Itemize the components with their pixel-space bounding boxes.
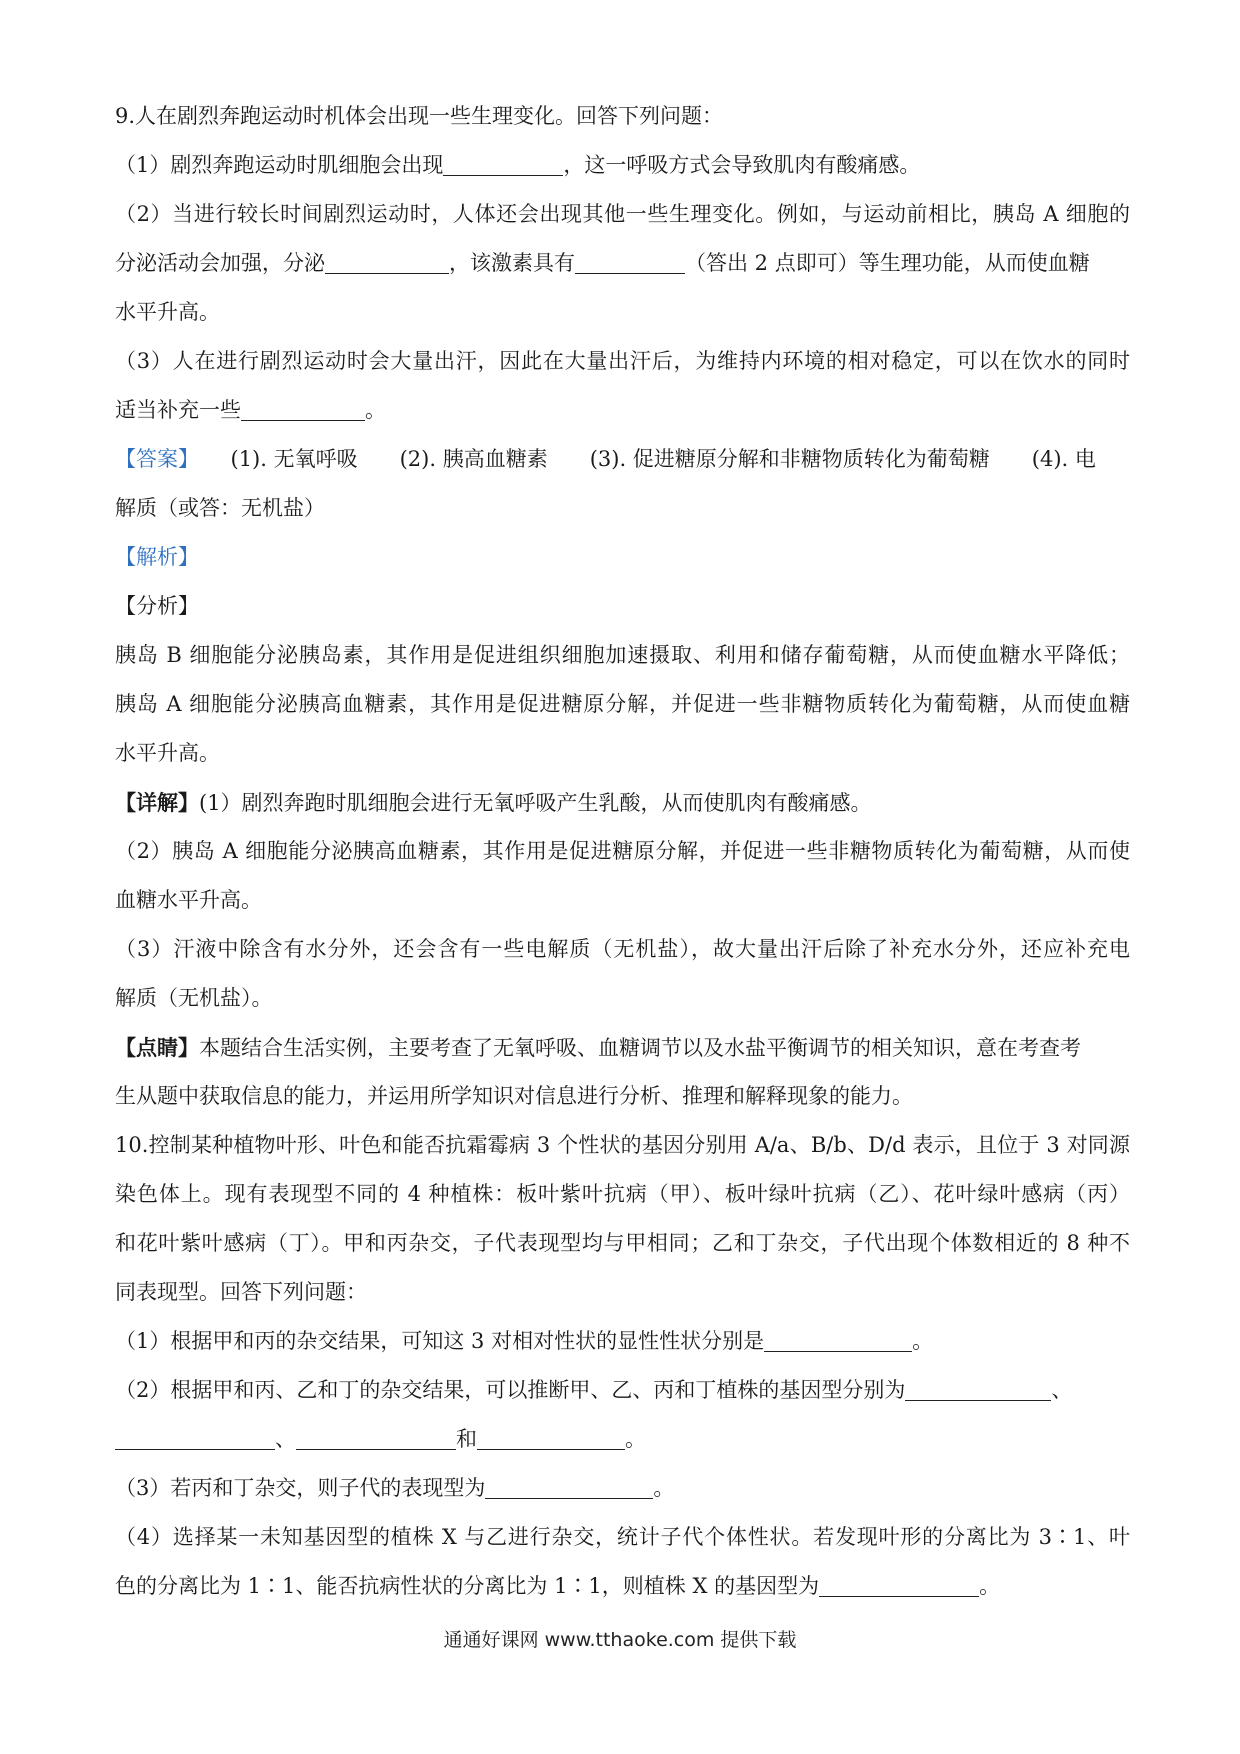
dianjing-text: 生从题中获取信息的能力，并运用所学知识对信息进行分析、推理和解释现象的能力。 xyxy=(115,1084,913,1108)
q9-part2-text: （2）当进行较长时间剧烈运动时，人体还会出现其他一些生理变化。例如，与运动前相比，胰岛 A 细胞的 xyxy=(115,202,1130,226)
q9-part3-text-a: 适当补充一些 xyxy=(115,398,241,422)
q9-xiangjie-2-line2 xyxy=(115,876,1130,925)
q9-fenxi-line3 xyxy=(115,729,1130,778)
page-content xyxy=(115,92,1130,1611)
q9-part2-text-b: ，该激素具有 xyxy=(449,251,575,275)
q9-fenxi-line2 xyxy=(115,680,1130,729)
q9-xiangjie-3-line2 xyxy=(115,974,1130,1023)
q10-part1 xyxy=(115,1317,1130,1366)
q9-part2-text-c: （答出 2 点即可）等生理功能，从而使血糖 xyxy=(685,251,1090,275)
q10-part2-sep: 、 xyxy=(275,1427,296,1451)
q9-part2-line2 xyxy=(115,239,1130,288)
q10-stem-text: 染色体上。现有表现型不同的 4 种植株：板叶紫叶抗病（甲）、板叶绿叶抗病（乙）、花叶绿叶感病（丙） xyxy=(115,1182,1130,1206)
fenxi-text: 胰岛 B 细胞能分泌胰岛素，其作用是促进组织细胞加速摄取、利用和储存葡萄糖，从而使血糖水平降低； xyxy=(115,643,1130,667)
q9-part2-text-end: 水平升高。 xyxy=(115,300,220,324)
q10-part1-text-end: 。 xyxy=(912,1329,934,1353)
q10-stem-text: 和花叶紫叶感病（丁）。甲和丙杂交，子代表现型均与甲相同；乙和丁杂交，子代出现个体数相近的 8 种不 xyxy=(115,1231,1130,1255)
fenxi-text: 胰岛 A 细胞能分泌胰高血糖素，其作用是促进糖原分解，并促进一些非糖物质转化为葡萄糖，从而使血糖 xyxy=(115,692,1130,716)
q10-stem-line4 xyxy=(115,1268,1130,1317)
q9-xiangjie-2-line1 xyxy=(115,827,1130,876)
answer-blank xyxy=(115,1427,275,1450)
q10-part2-end: 。 xyxy=(625,1427,646,1451)
q10-part2-line2 xyxy=(115,1415,1130,1464)
q9-part1-text-end: ，这一呼吸方式会导致肌肉有酸痛感。 xyxy=(563,153,921,177)
xiangjie-tag: 【详解】 xyxy=(115,790,199,815)
q9-part3-text: （3）人在进行剧烈运动时会大量出汗，因此在大量出汗后，为维持内环境的相对稳定，可以在饮水的同时 xyxy=(115,349,1130,373)
q9-part1-text: （1）剧烈奔跑运动时肌细胞会出现 xyxy=(115,153,444,177)
answer-blank xyxy=(325,251,449,274)
q10-part4-text: （4）选择某一未知基因型的植株 X 与乙进行杂交，统计子代个体性状。若发现叶形的分离比为 3∶1、叶 xyxy=(115,1525,1130,1549)
q9-fenxi-heading xyxy=(115,582,1130,631)
q9-dianjing-line1 xyxy=(115,1023,1130,1072)
q10-stem-text: 10.控制某种植物叶形、叶色和能否抗霜霉病 3 个性状的基因分别用 A/a、B/b、D/d 表示，且位于 3 对同源 xyxy=(115,1133,1130,1157)
q10-stem-line3 xyxy=(115,1219,1130,1268)
q9-part2-line3 xyxy=(115,288,1130,337)
dianjing-tag: 【点睛】 xyxy=(115,1035,199,1060)
q9-xiangjie-3-line1 xyxy=(115,925,1130,974)
q9-part1 xyxy=(115,141,1130,190)
q9-xiangjie-line1 xyxy=(115,778,1130,827)
xiangjie-text: 解质（无机盐）。 xyxy=(115,986,273,1010)
answer-tag: 【答案】 xyxy=(115,447,189,471)
q9-answer-line1 xyxy=(115,435,1130,484)
answer-blank xyxy=(241,398,365,421)
xiangjie-text: (1）剧烈奔跑时肌细胞会进行无氧呼吸产生乳酸，从而使肌肉有酸痛感。 xyxy=(199,791,872,815)
xiangjie-text: （2）胰岛 A 细胞能分泌胰高血糖素，其作用是促进糖原分解，并促进一些非糖物质转化为葡萄糖，从而使 xyxy=(115,839,1130,863)
xiangjie-text: 血糖水平升高。 xyxy=(115,888,262,912)
answer-text: (1). 无氧呼吸 (2). 胰高血糖素 (3). 促进糖原分解和非糖物质转化为葡萄糖 (4). 电 xyxy=(230,447,1096,471)
q10-part2-text: （2）根据甲和丙、乙和丁的杂交结果，可以推断甲、乙、丙和丁植株的基因型分别为 xyxy=(115,1378,906,1402)
q10-part4-line1 xyxy=(115,1513,1130,1562)
q10-part4-text-a: 色的分离比为 1∶1、能否抗病性状的分离比为 1∶1，则植株 X 的基因型为 xyxy=(115,1574,820,1598)
q10-stem-text: 同表现型。回答下列问题： xyxy=(115,1280,367,1304)
answer-text-cont: 解质（或答：无机盐） xyxy=(115,496,325,520)
q10-part3-text-end: 。 xyxy=(653,1476,675,1500)
answer-blank xyxy=(485,1476,653,1499)
answer-blank xyxy=(905,1378,1051,1401)
q9-part3-line2 xyxy=(115,386,1130,435)
q9-stem-text: 9.人在剧烈奔跑运动时机体会出现一些生理变化。回答下列问题： xyxy=(115,104,724,128)
answer-blank xyxy=(575,251,685,274)
q9-answer-line2 xyxy=(115,484,1130,533)
analysis-tag: 【解析】 xyxy=(115,545,199,569)
q10-part1-text: （1）根据甲和丙的杂交结果，可知这 3 对相对性状的显性性状分别是 xyxy=(115,1329,765,1353)
answer-blank xyxy=(819,1574,979,1597)
fenxi-text: 水平升高。 xyxy=(115,741,220,765)
q9-part2-line1 xyxy=(115,190,1130,239)
q10-part2-line1 xyxy=(115,1366,1130,1415)
q9-fenxi-line1 xyxy=(115,631,1130,680)
answer-blank xyxy=(443,153,563,176)
q10-stem-line1 xyxy=(115,1121,1130,1170)
q10-stem-line2 xyxy=(115,1170,1130,1219)
answer-blank xyxy=(764,1329,912,1352)
answer-blank xyxy=(477,1427,625,1450)
q10-part4-text-end: 。 xyxy=(979,1574,1001,1598)
fenxi-tag: 【分析】 xyxy=(115,594,199,618)
q10-part3-text: （3）若丙和丁杂交，则子代的表现型为 xyxy=(115,1476,486,1500)
dianjing-text: 本题结合生活实例，主要考查了无氧呼吸、血糖调节以及水盐平衡调节的相关知识，意在考查考 xyxy=(199,1036,1081,1060)
answer-blank xyxy=(296,1427,456,1450)
q9-dianjing-line2 xyxy=(115,1072,1130,1121)
q9-part2-text-a: 分泌活动会加强，分泌 xyxy=(115,251,325,275)
q10-part2-sep: 、 xyxy=(1051,1378,1073,1402)
q10-part2-and: 和 xyxy=(456,1427,477,1451)
xiangjie-text: （3）汗液中除含有水分外，还会含有一些电解质（无机盐），故大量出汗后除了补充水分外，还应补充电 xyxy=(115,937,1130,961)
q9-part3-line1 xyxy=(115,337,1130,386)
q9-stem xyxy=(115,92,1130,141)
q9-analysis-heading xyxy=(115,533,1130,582)
page-footer: 通通好课网 www.tthaoke.com 提供下载 xyxy=(443,1629,797,1651)
q10-part3 xyxy=(115,1464,1130,1513)
q10-part4-line2 xyxy=(115,1562,1130,1611)
q9-part3-text-b: 。 xyxy=(365,398,386,422)
